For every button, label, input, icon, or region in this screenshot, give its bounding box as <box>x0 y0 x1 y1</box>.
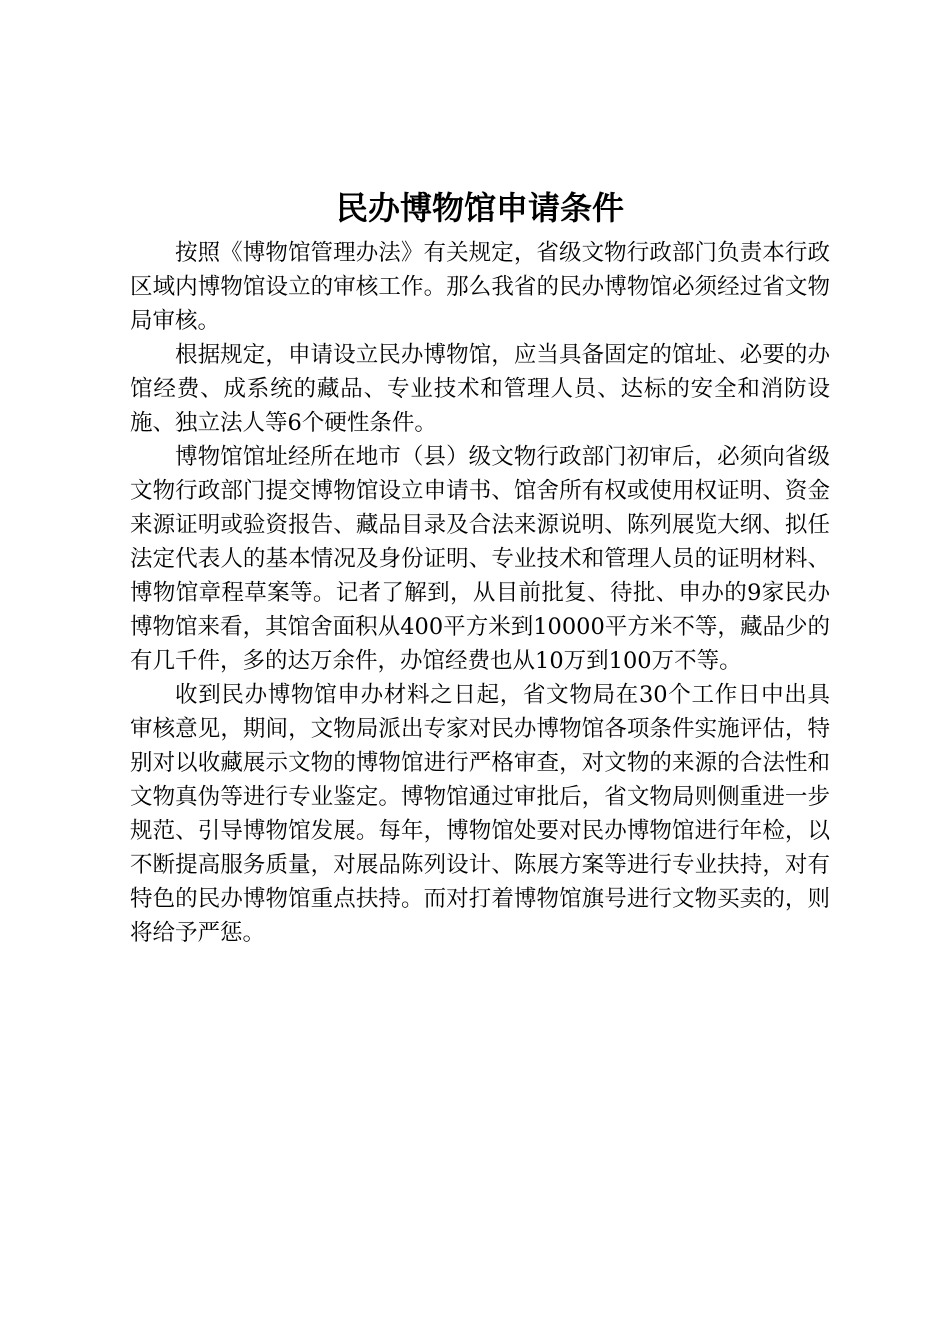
paragraph: 根据规定，申请设立民办博物馆，应当具备固定的馆址、必要的办馆经费、成系统的藏品、专业技术和管理人员、达标的安全和消防设施、独立法人等6个硬性条件。 <box>130 342 830 436</box>
document-body <box>130 236 830 950</box>
paragraph: 博物馆馆址经所在地市（县）级文物行政部门初审后，必须向省级文物行政部门提交博物馆设立申请书、馆舍所有权或使用权证明、资金来源证明或验资报告、藏品目录及合法来源说明、陈列展览大纲、拟任法定代表人的基本情况及身份证明、专业技术和管理人员的证明材料、博物馆章程草案等。记者了解到，从目前批复、待批、申办的9家民办博物馆来看，其馆舍面积从400平方米到10000平方米不等，藏品少的有几千件，多的达万余件，办馆经费也从10万到100万不等。 <box>130 444 830 674</box>
document-title: 民办博物馆申请条件 <box>335 189 624 227</box>
paragraph: 收到民办博物馆申办材料之日起，省文物局在30个工作日中出具审核意见，期间，文物局派出专家对民办博物馆各项条件实施评估，特别对以收藏展示文物的博物馆进行严格审查，对文物的来源的合法性和文物真伪等进行专业鉴定。博物馆通过审批后，省文物局则侧重进一步规范、引导博物馆发展。每年，博物馆处要对民办博物馆进行年检，以不断提高服务质量，对展品陈列设计、陈展方案等进行专业扶持，对有特色的民办博物馆重点扶持。而对打着博物馆旗号进行文物买卖的，则将给予严惩。 <box>130 682 830 946</box>
paragraph: 按照《博物馆管理办法》有关规定，省级文物行政部门负责本行政区域内博物馆设立的审核工作。那么我省的民办博物馆必须经过省文物局审核。 <box>130 240 830 334</box>
